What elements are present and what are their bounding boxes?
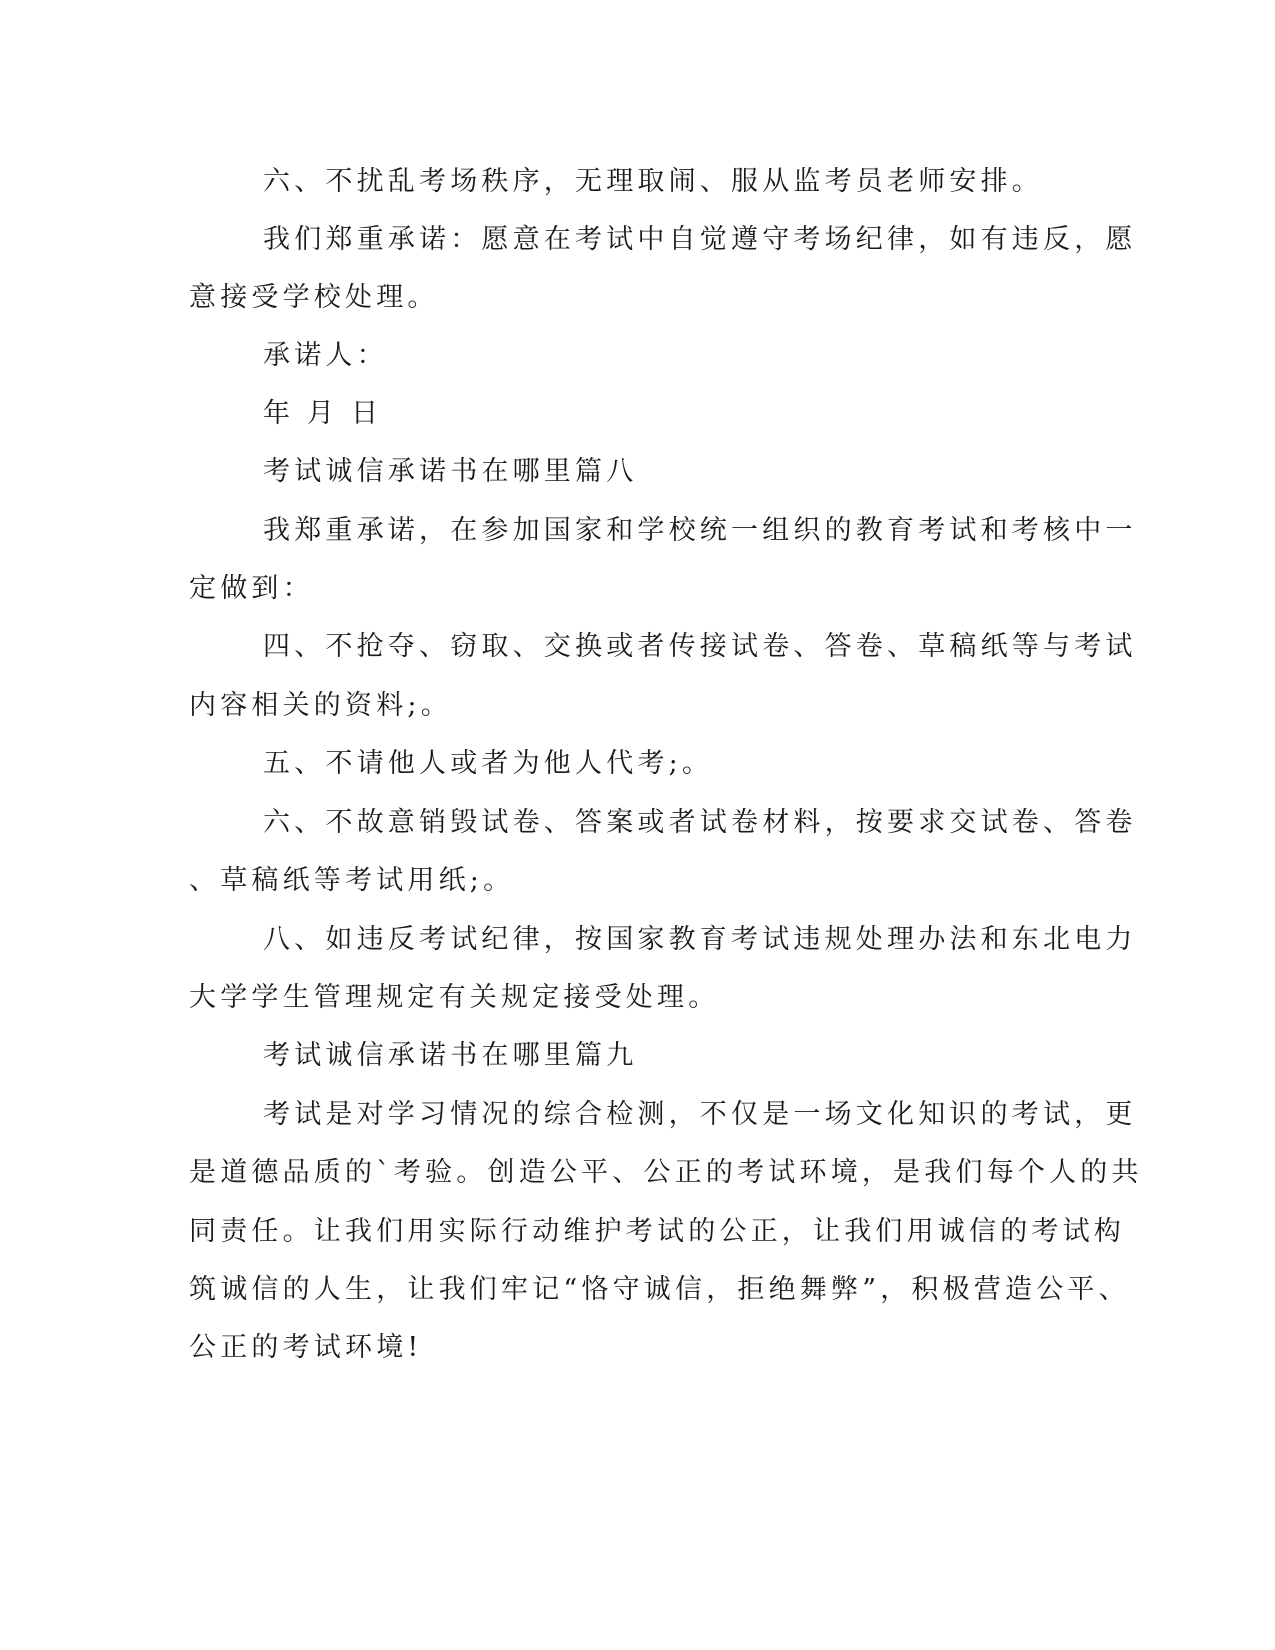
paragraph-line-1: 六、不扰乱考场秩序，无理取闹、服从监考员老师安排。 xyxy=(263,166,1043,197)
paragraph-line-10: 内容相关的资料;。 xyxy=(189,690,452,721)
paragraph-line-15: 大学学生管理规定有关规定接受处理。 xyxy=(189,982,720,1013)
paragraph-line-11: 五、不请他人或者为他人代考;。 xyxy=(263,748,714,779)
paragraph-line-14: 八、如违反考试纪律，按国家教育考试违规处理办法和东北电力 xyxy=(263,924,1137,955)
paragraph-line-2: 我们郑重承诺：愿意在考试中自觉遵守考场纪律，如有违反，愿 xyxy=(263,224,1137,255)
paragraph-line-7: 我郑重承诺，在参加国家和学校统一组织的教育考试和考核中一 xyxy=(263,515,1137,546)
paragraph-line-21: 公正的考试环境! xyxy=(189,1332,423,1363)
paragraph-line-13: 、草稿纸等考试用纸;。 xyxy=(189,865,515,896)
section-heading-9: 考试诚信承诺书在哪里篇九 xyxy=(263,1040,638,1071)
section-heading-8: 考试诚信承诺书在哪里篇八 xyxy=(263,456,638,487)
signatory-label: 承诺人： xyxy=(263,340,388,371)
paragraph-line-9: 四、不抢夺、窃取、交换或者传接试卷、答卷、草稿纸等与考试 xyxy=(263,631,1137,662)
paragraph-line-12: 六、不故意销毁试卷、答案或者试卷材料，按要求交试卷、答卷 xyxy=(263,807,1137,838)
paragraph-line-8: 定做到： xyxy=(189,573,314,604)
date-line: 年 月 日 xyxy=(263,398,383,429)
paragraph-line-17: 考试是对学习情况的综合检测，不仅是一场文化知识的考试，更 xyxy=(263,1099,1137,1130)
paragraph-line-3: 意接受学校处理。 xyxy=(189,282,439,313)
paragraph-line-20: 筑诚信的人生，让我们牢记“恪守诚信，拒绝舞弊”，积极营造公平、 xyxy=(189,1274,1130,1305)
paragraph-line-19: 同责任。让我们用实际行动维护考试的公正，让我们用诚信的考试构 xyxy=(189,1216,1125,1247)
paragraph-line-18: 是道德品质的`考验。创造公平、公正的考试环境，是我们每个人的共 xyxy=(189,1157,1143,1188)
